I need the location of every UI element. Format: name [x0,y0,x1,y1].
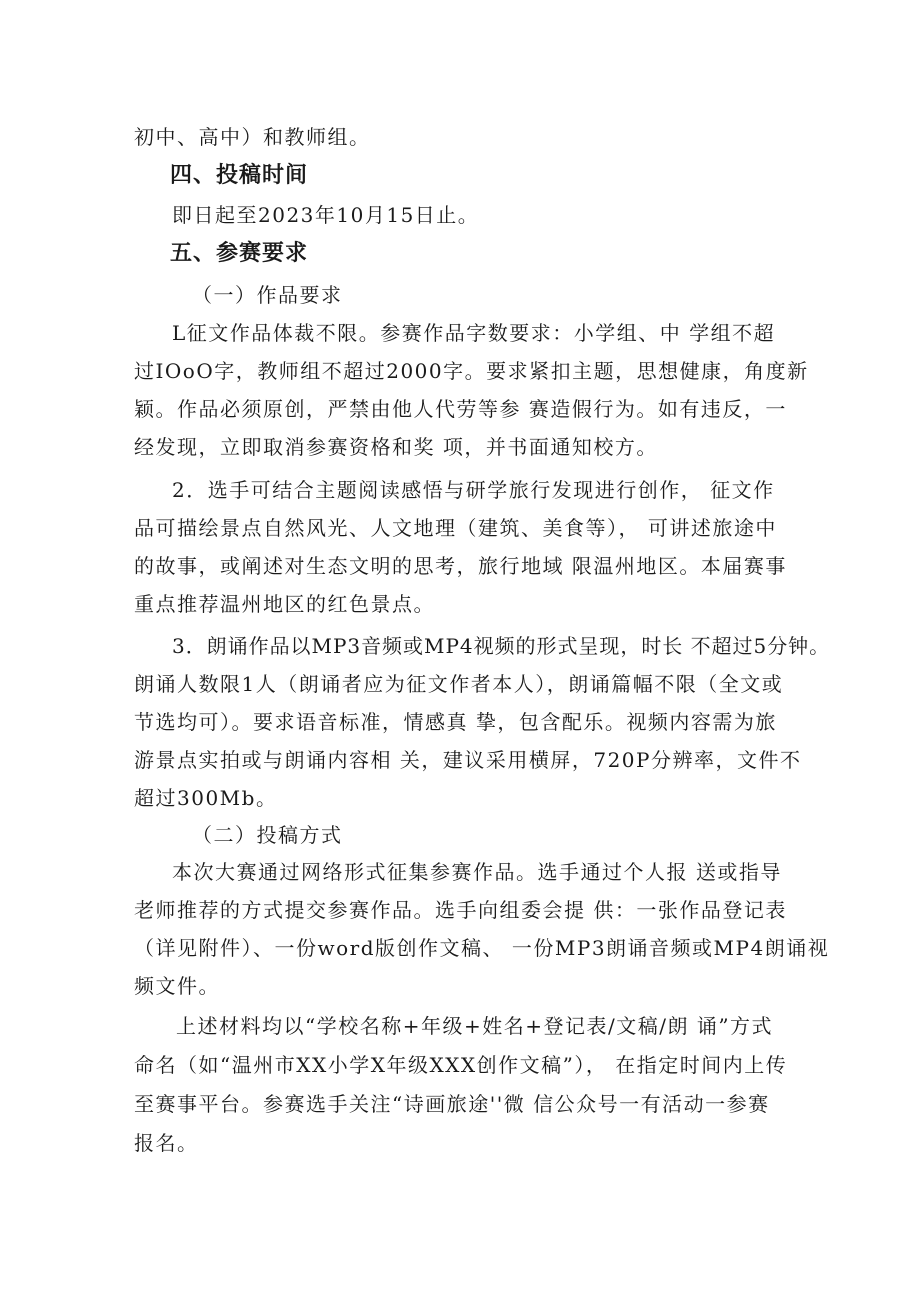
paragraph-line: 老师推荐的方式提交参赛作品。选手向组委会提 供：一张作品登记表 [134,898,787,922]
paragraph-line: 报名。 [134,1131,199,1155]
subsection-1-heading: （一）作品要求 [192,283,343,307]
paragraph-line: 经发现，立即取消参赛资格和奖 项，并书面通知校方。 [134,435,658,459]
paragraph-line: 节选均可）。要求语音标准，情感真 挚，包含配乐。视频内容需为旅 [134,710,777,734]
paragraph-line: 本次大赛通过网络形式征集参赛作品。选手通过个人报 送或指导 [172,860,782,884]
paragraph-line: 3．朗诵作品以MP3音频或MP4视频的形式呈现，时长 不超过5分钟。 [172,634,831,658]
subsection-2-heading: （二）投稿方式 [192,823,343,847]
paragraph-line: 朗诵人数限1人（朗诵者应为征文作者本人），朗诵篇幅不限（全文或 [134,672,784,696]
paragraph-line: 至赛事平台。参赛选手关注“诗画旅途''微 信公众号一有活动一参赛 [134,1092,770,1116]
section-4-text: 即日起至2023年10月15日止。 [172,203,480,227]
paragraph-line: 超过300Mb。 [134,786,278,810]
paragraph-line: 游景点实拍或与朗诵内容相 关，建议采用横屏，720P分辨率，文件不 [134,748,802,772]
paragraph-line: 2．选手可结合主题阅读感悟与研学旅行发现进行创作， 征文作 [172,478,775,502]
section-5-heading: 五、参赛要求 [170,241,309,266]
paragraph-line: 的故事，或阐述对生态文明的思考，旅行地域 限温州地区。本届赛事 [134,554,787,578]
paragraph-line: 颖。作品必须原创，严禁由他人代劳等参 赛造假行为。如有违反，一 [134,397,787,421]
paragraph-line: （详见附件）、一份word版创作文稿、 一份MP3朗诵音频或MP4朗诵视 [134,936,830,960]
intro-line: 初中、高中）和教师组。 [134,125,371,149]
paragraph-line: 上述材料均以“学校名称+年级+姓名+登记表/文稿/朗 诵”方式 [176,1014,774,1038]
paragraph-line: 频文件。 [134,974,220,998]
paragraph-line: L征文作品体裁不限。参赛作品字数要求：小学组、中 学组不超 [172,321,776,345]
paragraph-line: 过IOoO字，教师组不超过2000字。要求紧扣主题，思想健康，角度新 [134,359,809,383]
paragraph-line: 重点推荐温州地区的红色景点。 [134,592,435,616]
paragraph-line: 命名（如“温州市XX小学X年级XXX创作文稿”）， 在指定时间内上传 [134,1053,788,1077]
section-4-heading: 四、投稿时间 [170,163,309,188]
paragraph-line: 品可描绘景点自然风光、人文地理（建筑、美食等）， 可讲述旅途中 [134,516,777,540]
